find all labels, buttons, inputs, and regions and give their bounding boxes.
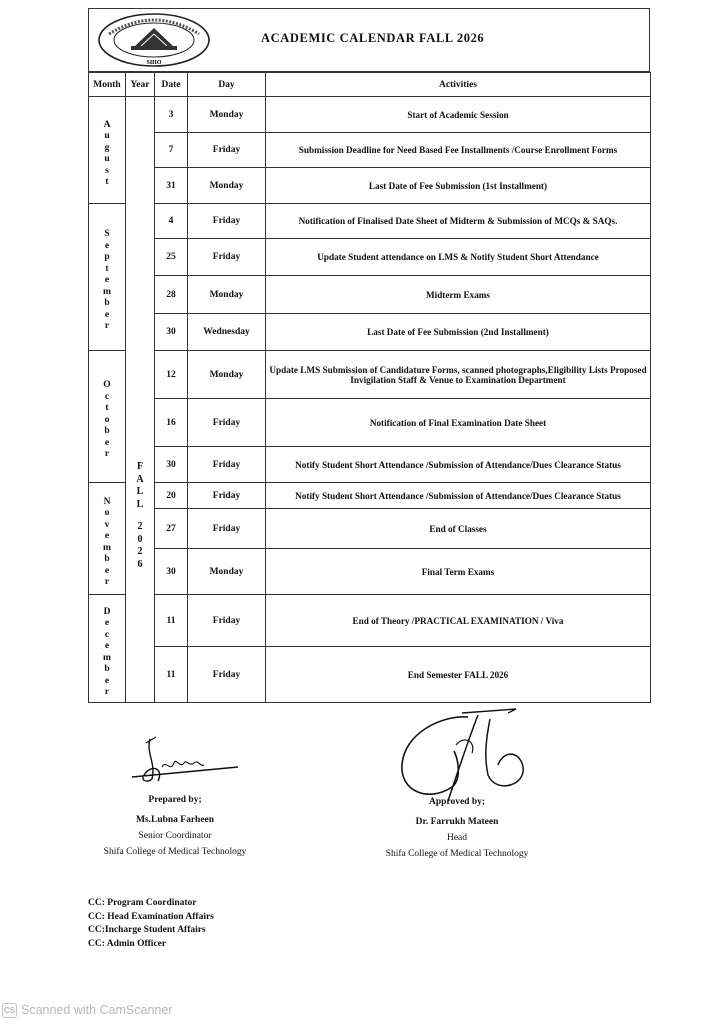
activity-cell: Notify Student Short Attendance /Submission of Attendance/Dues Clearance Status <box>266 447 651 483</box>
day-cell: Wednesday <box>188 314 266 351</box>
column-header-day: Day <box>188 73 266 97</box>
month-letter: t <box>105 403 109 414</box>
activity-cell: Last Date of Fee Submission (2nd Installment) <box>266 314 651 351</box>
month-letter: e <box>104 309 110 320</box>
activity-cell: End Semester FALL 2026 <box>266 647 651 703</box>
college-logo-icon <box>97 12 211 68</box>
month-letter: e <box>104 275 110 286</box>
year-letter: 6 <box>137 558 143 570</box>
date-cell: 30 <box>155 314 188 351</box>
month-letter: v <box>104 519 110 530</box>
month-letter: t <box>105 177 109 187</box>
month-letter: o <box>104 508 110 518</box>
month-letter: O <box>103 380 111 391</box>
activity-cell: Final Term Exams <box>266 549 651 595</box>
month-letter: N <box>103 496 111 507</box>
month-cell <box>89 595 126 703</box>
prepared-by-block <box>90 795 260 857</box>
month-cell <box>89 351 126 483</box>
day-cell: Monday <box>188 549 266 595</box>
prepared-by-signature <box>128 733 243 793</box>
month-letter: u <box>104 154 110 164</box>
year-letter: 0 <box>137 533 143 545</box>
date-cell: 3 <box>155 97 188 133</box>
year-letter: 2 <box>137 521 143 532</box>
month-letter: c <box>104 629 110 640</box>
date-cell: 30 <box>155 447 188 483</box>
day-cell: Monday <box>188 276 266 314</box>
activity-cell: Update Student attendance on LMS & Notify Student Short Attendance <box>266 239 651 276</box>
date-cell: 16 <box>155 399 188 447</box>
date-cell: 31 <box>155 168 188 204</box>
month-letter: o <box>104 414 110 425</box>
prepared-by-title: Senior Coordinator <box>138 831 212 841</box>
table-row <box>89 204 651 239</box>
date-cell: 30 <box>155 549 188 595</box>
month-letter: e <box>104 565 110 576</box>
day-cell: Monday <box>188 168 266 204</box>
date-cell: 11 <box>155 595 188 647</box>
table-row <box>89 447 651 483</box>
month-letter: b <box>104 664 110 674</box>
month-letter: e <box>104 437 110 448</box>
year-letter: 2 <box>137 546 143 557</box>
column-header-date: Date <box>155 73 188 97</box>
month-cell <box>89 204 126 351</box>
table-row <box>89 239 651 276</box>
academic-calendar-table <box>88 72 651 703</box>
day-cell: Friday <box>188 595 266 647</box>
day-cell: Friday <box>188 647 266 703</box>
column-header-year: Year <box>126 73 155 97</box>
month-letter: e <box>104 531 110 541</box>
month-letter: m <box>103 542 111 553</box>
day-cell: Friday <box>188 447 266 483</box>
month-letter: e <box>104 618 110 628</box>
month-letter: e <box>104 675 110 686</box>
month-letter: b <box>104 426 110 437</box>
day-cell: Friday <box>188 399 266 447</box>
table-row <box>89 399 651 447</box>
month-letter: t <box>105 263 109 274</box>
activity-cell: End of Theory /PRACTICAL EXAMINATION / Viva <box>266 595 651 647</box>
date-cell: 7 <box>155 133 188 168</box>
activity-cell: Notification of Finalised Date Sheet of Midterm & Submission of MCQs & SAQs. <box>266 204 651 239</box>
prepared-by-org: Shifa College of Medical Technology <box>103 847 247 857</box>
day-cell: Friday <box>188 204 266 239</box>
page-title: ACADEMIC CALENDAR FALL 2026 <box>261 31 485 45</box>
activity-cell: Notification of Final Examination Date Sheet <box>266 399 651 447</box>
document-header <box>88 8 650 72</box>
date-cell: 12 <box>155 351 188 399</box>
month-letter: c <box>104 391 110 402</box>
year-cell <box>126 97 155 703</box>
date-cell: 25 <box>155 239 188 276</box>
cc-list <box>88 897 214 951</box>
prepared-by-label: Prepared by; <box>148 795 202 805</box>
day-cell: Friday <box>188 239 266 276</box>
cc-item: CC: Program Coordinator <box>88 898 197 908</box>
table-row <box>89 509 651 549</box>
activity-cell: Update LMS Submission of Candidature Forms, scanned photographs,Eligibility Lists Proposed Invigilation Staff & Venue to Examination Department <box>266 351 651 399</box>
month-letter: m <box>103 652 111 663</box>
year-letter: L <box>136 498 144 510</box>
month-letter: D <box>103 606 111 617</box>
year-letter: F <box>136 461 144 472</box>
month-letter: r <box>104 449 110 460</box>
month-letter: A <box>103 119 111 130</box>
month-letter: e <box>104 641 110 651</box>
approved-by-name: Dr. Farrukh Mateen <box>415 817 499 827</box>
date-cell: 4 <box>155 204 188 239</box>
scanner-watermark <box>2 1001 172 1019</box>
svg-text:SIHO: SIHO <box>146 60 162 66</box>
date-cell: 11 <box>155 647 188 703</box>
month-letter: S <box>104 229 110 240</box>
watermark-text: Scanned with CamScanner <box>21 1003 173 1017</box>
approved-by-label: Approved by; <box>428 797 486 807</box>
day-cell: Friday <box>188 509 266 549</box>
month-letter: g <box>104 142 110 153</box>
activity-cell: End of Classes <box>266 509 651 549</box>
table-row <box>89 168 651 204</box>
prepared-by-name: Ms.Lubna Farheen <box>135 815 215 825</box>
approved-by-block <box>372 797 542 859</box>
approved-by-signature <box>398 705 538 807</box>
activity-cell: Notify Student Short Attendance /Submission of Attendance/Dues Clearance Status <box>266 483 651 509</box>
month-letter: b <box>104 554 110 564</box>
camscanner-icon: CS <box>2 1003 17 1018</box>
table-header-row <box>89 73 651 97</box>
year-letter: A <box>136 473 144 485</box>
month-letter: m <box>103 286 111 297</box>
column-header-month: Month <box>89 73 126 97</box>
month-letter: s <box>105 165 109 176</box>
table-row <box>89 647 651 703</box>
table-row <box>89 97 651 133</box>
approved-by-title: Head <box>446 833 468 843</box>
activity-cell: Submission Deadline for Need Based Fee Installments /Course Enrollment Forms <box>266 133 651 168</box>
column-header-activities: Activities <box>266 73 651 97</box>
date-cell: 28 <box>155 276 188 314</box>
month-letter: r <box>104 577 110 587</box>
month-letter: e <box>104 240 110 251</box>
activity-cell: Midterm Exams <box>266 276 651 314</box>
table-row <box>89 276 651 314</box>
cc-item: CC: Admin Officer <box>88 938 167 949</box>
table-row <box>89 483 651 509</box>
day-cell: Friday <box>188 483 266 509</box>
table-row <box>89 133 651 168</box>
day-cell: Monday <box>188 351 266 399</box>
month-cell <box>89 97 126 204</box>
month-cell <box>89 483 126 595</box>
year-letter: L <box>136 486 144 497</box>
date-cell: 20 <box>155 483 188 509</box>
table-row <box>89 549 651 595</box>
activity-cell: Last Date of Fee Submission (1st Installment) <box>266 168 651 204</box>
day-cell: Friday <box>188 133 266 168</box>
month-letter: r <box>104 321 110 332</box>
date-cell: 27 <box>155 509 188 549</box>
table-row <box>89 314 651 351</box>
table-row <box>89 351 651 399</box>
month-letter: u <box>104 131 110 141</box>
activity-cell: Start of Academic Session <box>266 97 651 133</box>
month-letter: b <box>104 298 110 309</box>
cc-item: CC:Incharge Student Affairs <box>88 925 206 935</box>
month-letter: r <box>104 687 110 697</box>
month-letter: p <box>104 252 110 263</box>
approved-by-org: Shifa College of Medical Technology <box>385 849 529 859</box>
table-row <box>89 595 651 647</box>
cc-item: CC: Head Examination Affairs <box>88 911 214 922</box>
day-cell: Monday <box>188 97 266 133</box>
